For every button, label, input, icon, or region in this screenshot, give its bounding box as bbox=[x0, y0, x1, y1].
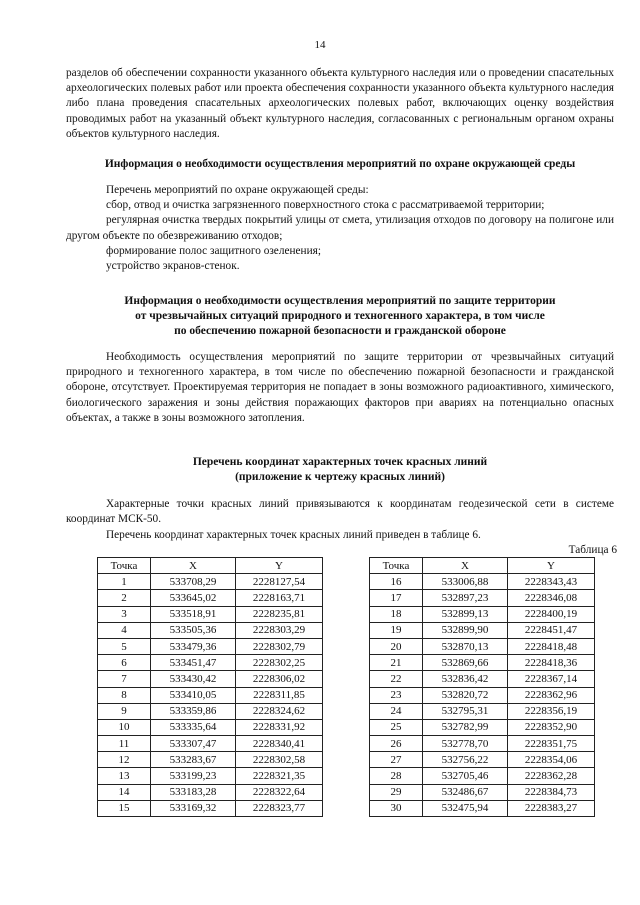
table-row bbox=[370, 606, 595, 622]
heading-line: (приложение к чертежу красных линий) bbox=[235, 471, 445, 483]
table-row bbox=[98, 800, 323, 816]
cell-x: 533006,88 bbox=[423, 574, 508, 590]
cell-y: 2228351,75 bbox=[508, 736, 595, 752]
table-row bbox=[98, 655, 323, 671]
cell-point: 22 bbox=[370, 671, 423, 687]
table-row bbox=[370, 655, 595, 671]
cell-x: 533518,91 bbox=[151, 606, 236, 622]
cell-point: 17 bbox=[370, 590, 423, 606]
cell-x: 533307,47 bbox=[151, 736, 236, 752]
cell-y: 2228383,27 bbox=[508, 800, 595, 816]
environment-list bbox=[66, 183, 614, 274]
table-row bbox=[370, 784, 595, 800]
table-row bbox=[370, 574, 595, 590]
table-row bbox=[370, 800, 595, 816]
table-row bbox=[370, 622, 595, 638]
table-row bbox=[98, 687, 323, 703]
column-header-point: Точка bbox=[98, 558, 151, 574]
cell-y: 2228362,96 bbox=[508, 687, 595, 703]
coordinates-heading bbox=[60, 455, 620, 485]
cell-point: 6 bbox=[98, 655, 151, 671]
table-row bbox=[370, 703, 595, 719]
column-header-y: Y bbox=[236, 558, 323, 574]
cell-point: 30 bbox=[370, 800, 423, 816]
list-item: Перечень мероприятий по охране окружающей среды: bbox=[106, 184, 369, 196]
cell-point: 7 bbox=[98, 671, 151, 687]
table-row bbox=[370, 671, 595, 687]
cell-x: 532778,70 bbox=[423, 736, 508, 752]
table-row bbox=[370, 768, 595, 784]
cell-y: 2228352,90 bbox=[508, 719, 595, 735]
table-row bbox=[98, 671, 323, 687]
cell-point: 14 bbox=[98, 784, 151, 800]
cell-y: 2228306,02 bbox=[236, 671, 323, 687]
environment-heading: Информация о необходимости осуществления мероприятий по охране окружающей среды bbox=[104, 158, 576, 170]
list-item: устройство экранов-стенок. bbox=[106, 260, 240, 273]
cell-point: 19 bbox=[370, 622, 423, 638]
cell-x: 533645,02 bbox=[151, 590, 236, 606]
table-row bbox=[98, 736, 323, 752]
table-row bbox=[98, 752, 323, 768]
coordinates-table-right bbox=[369, 557, 595, 817]
cell-point: 9 bbox=[98, 703, 151, 719]
cell-y: 2228384,73 bbox=[508, 784, 595, 800]
table-row bbox=[98, 590, 323, 606]
cell-point: 12 bbox=[98, 752, 151, 768]
cell-point: 8 bbox=[98, 687, 151, 703]
cell-point: 10 bbox=[98, 719, 151, 735]
cell-point: 29 bbox=[370, 784, 423, 800]
heading-line: Информация о необходимости осуществления мероприятий по защите территории bbox=[124, 295, 556, 307]
list-item: сбор, отвод и очистка загрязненного поверхностного стока с рассматриваемой территории; bbox=[106, 199, 545, 212]
coordinates-paragraph: Характерные точки красных линий привязываются к координатам геодезической сети в системе координат МСК-50. bbox=[66, 498, 614, 526]
cell-x: 533479,36 bbox=[151, 638, 236, 654]
cell-y: 2228346,08 bbox=[508, 590, 595, 606]
cell-point: 21 bbox=[370, 655, 423, 671]
table-row bbox=[98, 719, 323, 735]
emergency-paragraph: Необходимость осуществления мероприятий по защите территории от чрезвычайных ситуаций природного и техногенного характера, в том числе по обеспечению пожарной безопасности и гражданской обороне, отсутствует. Проектируемая территория не попадает в зоны возможного радиоактивного, химического, биологического заражения и зоны действия поражающих факторов при авариях на потенциально опасных объектах, а также в зоны возможного затопления. bbox=[66, 351, 614, 424]
cell-point: 1 bbox=[98, 574, 151, 590]
cell-point: 24 bbox=[370, 703, 423, 719]
cell-y: 2228127,54 bbox=[236, 574, 323, 590]
cell-x: 532795,31 bbox=[423, 703, 508, 719]
cell-x: 533335,64 bbox=[151, 719, 236, 735]
table-row bbox=[370, 736, 595, 752]
intro-paragraph: разделов об обеспечении сохранности указанного объекта культурного наследия или о проведении спасательных археологических полевых работ или проекта обеспечения сохранности указанного объекта культурного наследия либо плана проведения спасательных археологических полевых работ, включающих оценку воздействия проводимых работ на указанный объект культурного наследия, согласованных с региональным органом охраны объектов культурного наследия. bbox=[66, 67, 614, 140]
cell-y: 2228331,92 bbox=[236, 719, 323, 735]
list-item: формирование полос защитного озеленения; bbox=[106, 244, 321, 257]
cell-x: 532899,13 bbox=[423, 606, 508, 622]
cell-point: 16 bbox=[370, 574, 423, 590]
table-row bbox=[98, 606, 323, 622]
column-header-y: Y bbox=[508, 558, 595, 574]
table-row bbox=[370, 719, 595, 735]
column-header-x: X bbox=[151, 558, 236, 574]
table-row bbox=[98, 622, 323, 638]
cell-y: 2228321,35 bbox=[236, 768, 323, 784]
cell-y: 2228303,29 bbox=[236, 622, 323, 638]
cell-point: 3 bbox=[98, 606, 151, 622]
heading-line: по обеспечению пожарной безопасности и гражданской обороне bbox=[174, 325, 506, 337]
table-row bbox=[98, 703, 323, 719]
cell-x: 532486,67 bbox=[423, 784, 508, 800]
cell-x: 533199,23 bbox=[151, 768, 236, 784]
cell-x: 533169,32 bbox=[151, 800, 236, 816]
column-header-point: Точка bbox=[370, 558, 423, 574]
page-number: 14 bbox=[314, 39, 326, 51]
cell-y: 2228354,06 bbox=[508, 752, 595, 768]
cell-y: 2228367,14 bbox=[508, 671, 595, 687]
cell-x: 533505,36 bbox=[151, 622, 236, 638]
cell-x: 532756,22 bbox=[423, 752, 508, 768]
cell-point: 2 bbox=[98, 590, 151, 606]
cell-point: 25 bbox=[370, 719, 423, 735]
cell-x: 532869,66 bbox=[423, 655, 508, 671]
cell-x: 532475,94 bbox=[423, 800, 508, 816]
cell-y: 2228418,36 bbox=[508, 655, 595, 671]
cell-x: 532705,46 bbox=[423, 768, 508, 784]
cell-y: 2228311,85 bbox=[236, 687, 323, 703]
cell-y: 2228418,48 bbox=[508, 638, 595, 654]
cell-y: 2228362,28 bbox=[508, 768, 595, 784]
cell-x: 532870,13 bbox=[423, 638, 508, 654]
cell-point: 18 bbox=[370, 606, 423, 622]
cell-point: 11 bbox=[98, 736, 151, 752]
table-row bbox=[370, 638, 595, 654]
cell-y: 2228235,81 bbox=[236, 606, 323, 622]
list-item: регулярная очистка твердых покрытий улицы от смета, утилизация отходов по договору на полигоне или другом объекте по обезвреживанию отходов; bbox=[66, 214, 614, 242]
table-row bbox=[98, 784, 323, 800]
cell-y: 2228343,43 bbox=[508, 574, 595, 590]
cell-y: 2228323,77 bbox=[236, 800, 323, 816]
heading-line: Перечень координат характерных точек красных линий bbox=[192, 456, 488, 468]
cell-point: 15 bbox=[98, 800, 151, 816]
table-row bbox=[370, 590, 595, 606]
table-row bbox=[98, 638, 323, 654]
coordinates-table-left bbox=[97, 557, 323, 817]
cell-x: 533410,05 bbox=[151, 687, 236, 703]
cell-y: 2228302,25 bbox=[236, 655, 323, 671]
heading-line: от чрезвычайных ситуаций природного и техногенного характера, в том числе bbox=[135, 310, 545, 322]
coordinates-table-reference: Перечень координат характерных точек красных линий приведен в таблице 6. bbox=[106, 529, 481, 541]
cell-point: 20 bbox=[370, 638, 423, 654]
table-row bbox=[98, 768, 323, 784]
cell-y: 2228322,64 bbox=[236, 784, 323, 800]
cell-x: 533359,86 bbox=[151, 703, 236, 719]
cell-x: 532897,23 bbox=[423, 590, 508, 606]
table-row bbox=[370, 687, 595, 703]
cell-point: 13 bbox=[98, 768, 151, 784]
cell-y: 2228302,58 bbox=[236, 752, 323, 768]
table-caption: Таблица 6 bbox=[568, 544, 617, 556]
cell-y: 2228451,47 bbox=[508, 622, 595, 638]
emergency-heading bbox=[60, 294, 620, 339]
cell-x: 532820,72 bbox=[423, 687, 508, 703]
cell-point: 28 bbox=[370, 768, 423, 784]
cell-x: 532899,90 bbox=[423, 622, 508, 638]
cell-x: 532836,42 bbox=[423, 671, 508, 687]
cell-y: 2228163,71 bbox=[236, 590, 323, 606]
cell-point: 23 bbox=[370, 687, 423, 703]
cell-y: 2228400,19 bbox=[508, 606, 595, 622]
cell-y: 2228302,79 bbox=[236, 638, 323, 654]
cell-point: 26 bbox=[370, 736, 423, 752]
table-row bbox=[98, 574, 323, 590]
cell-x: 533708,29 bbox=[151, 574, 236, 590]
cell-x: 533451,47 bbox=[151, 655, 236, 671]
cell-x: 533183,28 bbox=[151, 784, 236, 800]
cell-x: 532782,99 bbox=[423, 719, 508, 735]
cell-y: 2228356,19 bbox=[508, 703, 595, 719]
cell-point: 5 bbox=[98, 638, 151, 654]
cell-point: 27 bbox=[370, 752, 423, 768]
table-row bbox=[370, 752, 595, 768]
cell-point: 4 bbox=[98, 622, 151, 638]
cell-y: 2228324,62 bbox=[236, 703, 323, 719]
cell-x: 533283,67 bbox=[151, 752, 236, 768]
cell-y: 2228340,41 bbox=[236, 736, 323, 752]
column-header-x: X bbox=[423, 558, 508, 574]
cell-x: 533430,42 bbox=[151, 671, 236, 687]
